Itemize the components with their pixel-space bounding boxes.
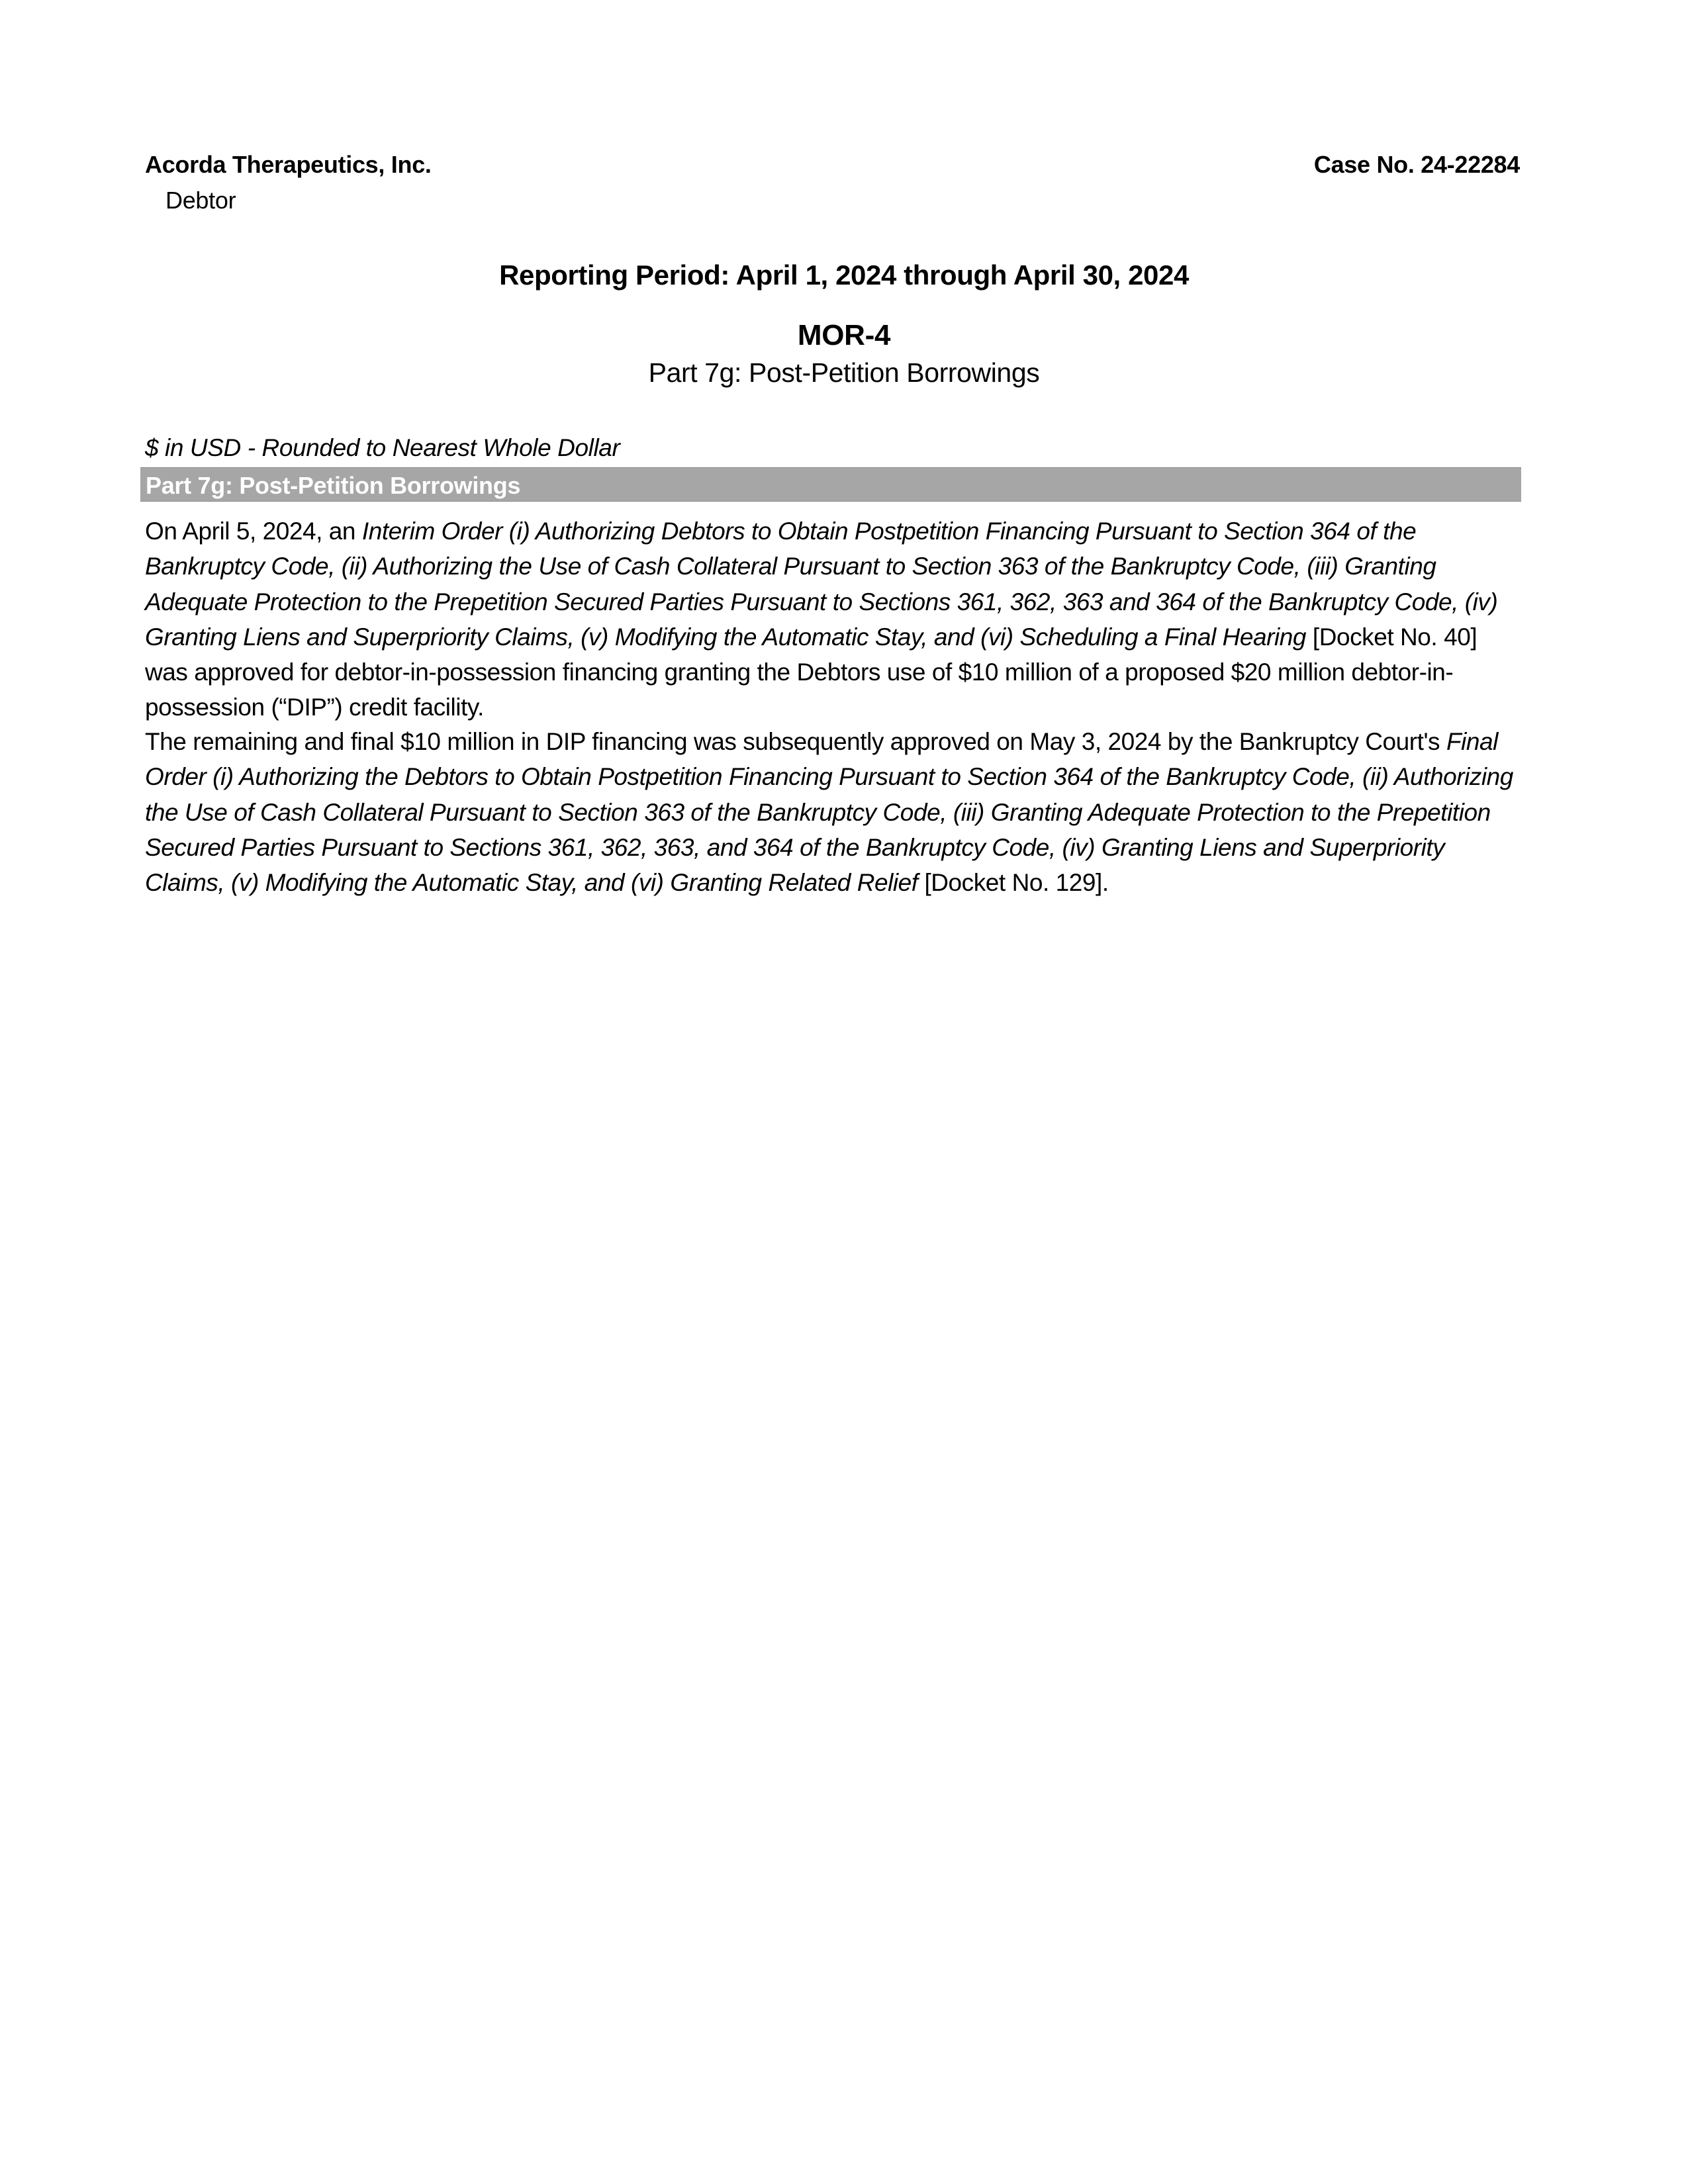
case-number: Case No. 24-22284 xyxy=(1313,151,1520,178)
paragraph-lead-text: The remaining and final $10 million in DIP financing was subsequently approved on May 3, 2024 by the Bankruptcy Court's xyxy=(145,728,1446,755)
section-header-title: Part 7g: Post-Petition Borrowings xyxy=(146,472,521,499)
form-subtitle: Part 7g: Post-Petition Borrowings xyxy=(648,357,1040,388)
company-name: Acorda Therapeutics, Inc. xyxy=(145,151,432,178)
paragraph-tail-text: [Docket No. 40] was approved for debtor-in-possession financing granting the Debtors use of $10 million of a proposed $20 million debtor-in-possession (“DIP”) credit facility. xyxy=(145,623,1477,721)
units-note: $ in USD - Rounded to Nearest Whole Dollar xyxy=(145,434,620,461)
final-order-title: Final Order (i) Authorizing the Debtors to Obtain Postpetition Financing Pursuant to Section 364 of the Bankruptcy Code, (ii) Authorizing the Use of Cash Collateral Pursuant to Section 363 of the Bankruptcy Code, (iii) Granting Adequate Protection to the Prepetition Secured Parties Pursuant to Sections 361, 362, 363, and 364 of the Bankruptcy Code, (iv) Granting Liens and Superpriority Claims, (v) Modifying the Automatic Stay, and (vi) Granting Related Relief xyxy=(145,728,1513,897)
reporting-period: Reporting Period: April 1, 2024 through April 30, 2024 xyxy=(499,259,1189,291)
debtor-label: Debtor xyxy=(165,187,236,214)
paragraph-final-order xyxy=(145,724,1522,900)
interim-order-title: Interim Order (i) Authorizing Debtors to Obtain Postpetition Financing Pursuant to Section 364 of the Bankruptcy Code, (ii) Authorizing the Use of Cash Collateral Pursuant to Section 363 of the Bankruptcy Code, (iii) Granting Adequate Protection to the Prepetition Secured Parties Pursuant to Sections 361, 362, 363 and 364 of the Bankruptcy Code, (iv) Granting Liens and Superpriority Claims, (v) Modifying the Automatic Stay, and (vi) Scheduling a Final Hearing xyxy=(145,518,1498,651)
section-header-bar xyxy=(140,467,1521,502)
paragraph-tail-text: [Docket No. 129]. xyxy=(917,869,1109,897)
form-code: MOR-4 xyxy=(797,319,891,351)
paragraph-lead-text: On April 5, 2024, an xyxy=(145,518,362,545)
paragraph-interim-order xyxy=(145,514,1522,725)
